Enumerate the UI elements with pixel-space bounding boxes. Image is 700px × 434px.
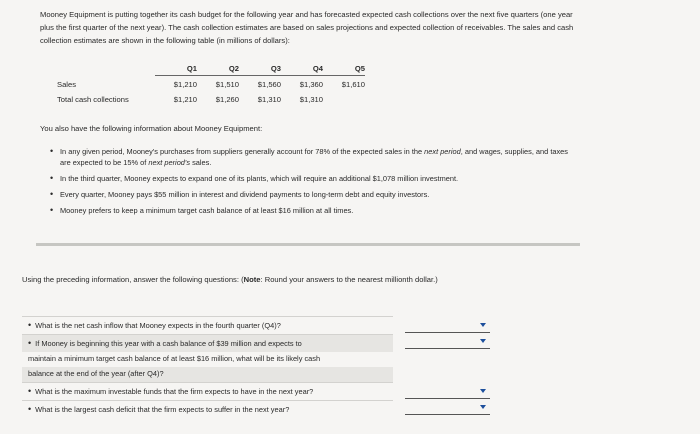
- table-header-row: [57, 62, 365, 76]
- question-row-continued: maintain a minimum target cash balance of at least $16 million, what will be its likely cash: [28, 354, 321, 363]
- question-text: What is the net cash inflow that Mooney expects in the fourth quarter (Q4)?: [35, 321, 281, 330]
- question-text: If Mooney is beginning this year with a cash balance of $39 million and expects to: [35, 339, 302, 348]
- question-row-continued: balance at the end of the year (after Q4)?: [22, 367, 393, 382]
- table-cell: $1,360: [299, 80, 323, 89]
- caret-down-icon[interactable]: [480, 405, 486, 409]
- answer-dropdown-q3[interactable]: [405, 386, 490, 399]
- column-header: Q2: [197, 62, 239, 76]
- table-row-collections: [57, 91, 365, 106]
- list-item: [50, 146, 570, 168]
- table-cell: [323, 91, 365, 106]
- caret-down-icon[interactable]: [480, 389, 486, 393]
- table-corner: [57, 62, 155, 76]
- column-header: Q3: [239, 62, 281, 76]
- question-row: [22, 334, 393, 352]
- facts-list: [50, 146, 570, 221]
- fact-emphasis: next period's: [148, 158, 191, 167]
- table-cell: $1,510: [215, 80, 239, 89]
- list-item: • Every quarter, Mooney pays $55 million in interest and dividend payments to long-term debt and equity investors.: [50, 189, 570, 200]
- note-label: Note: [243, 275, 261, 284]
- section-divider: [36, 243, 580, 246]
- fact-emphasis: next period: [424, 147, 461, 156]
- cash-estimates-table: [57, 62, 365, 106]
- list-item: • Mooney prefers to keep a minimum target cash balance of at least $16 million at all times.: [50, 205, 570, 216]
- fact-text: , and wages, supplies, and taxes are expected to be 15% of: [60, 147, 568, 167]
- fact-text: In any given period, Mooney's purchases from suppliers generally account for 78% of the expected sales in the: [60, 147, 425, 156]
- caret-down-icon[interactable]: [480, 339, 486, 343]
- fact-text: sales.: [190, 158, 212, 167]
- row-label: Sales: [57, 79, 76, 89]
- table-cell: $1,210: [173, 80, 197, 89]
- column-header: Q5: [323, 62, 365, 76]
- table-cell: $1,310: [299, 95, 323, 104]
- additional-info-label: You also have the following information about Mooney Equipment:: [40, 124, 263, 133]
- question-text: What is the largest cash deficit that the firm expects to suffer in the next year?: [35, 405, 290, 414]
- row-label: Total cash collections: [57, 95, 129, 104]
- answer-dropdown-q4[interactable]: [405, 402, 490, 415]
- table-cell: $1,260: [215, 95, 239, 104]
- caret-down-icon[interactable]: [480, 323, 486, 327]
- question-row: [22, 316, 393, 334]
- questions-panel: [22, 316, 393, 418]
- table-cell: $1,610: [341, 80, 365, 89]
- instruction-prefix: Using the preceding information, answer the following questions: (: [22, 275, 244, 284]
- question-row: [22, 400, 393, 418]
- table-cell: $1,310: [257, 95, 281, 104]
- instructions: [22, 275, 438, 284]
- answer-dropdown-q2[interactable]: [405, 336, 490, 349]
- answer-dropdown-q1[interactable]: [405, 320, 490, 333]
- table-row-sales: [57, 76, 365, 92]
- column-header: Q4: [281, 62, 323, 76]
- table-cell: $1,210: [173, 95, 197, 104]
- instruction-note: : Round your answers to the nearest millionth dollar.): [260, 275, 438, 284]
- list-item: • In the third quarter, Mooney expects to expand one of its plants, which will require an additional $1,078 million investment.: [50, 173, 570, 184]
- column-header: Q1: [155, 62, 197, 76]
- question-row: [22, 382, 393, 400]
- table-cell: $1,560: [257, 80, 281, 89]
- question-text: What is the maximum investable funds that the firm expects to have in the next year?: [35, 387, 314, 396]
- problem-intro: Mooney Equipment is putting together its cash budget for the following year and has forecasted expected cash collections over the next five quarters (one year plus the first quarter of the next year). The cash collection estimates are based on sales projections and expected collection of receivables. The sales and cash collection estimates are shown in the following table (in millions of dollars):: [40, 10, 574, 45]
